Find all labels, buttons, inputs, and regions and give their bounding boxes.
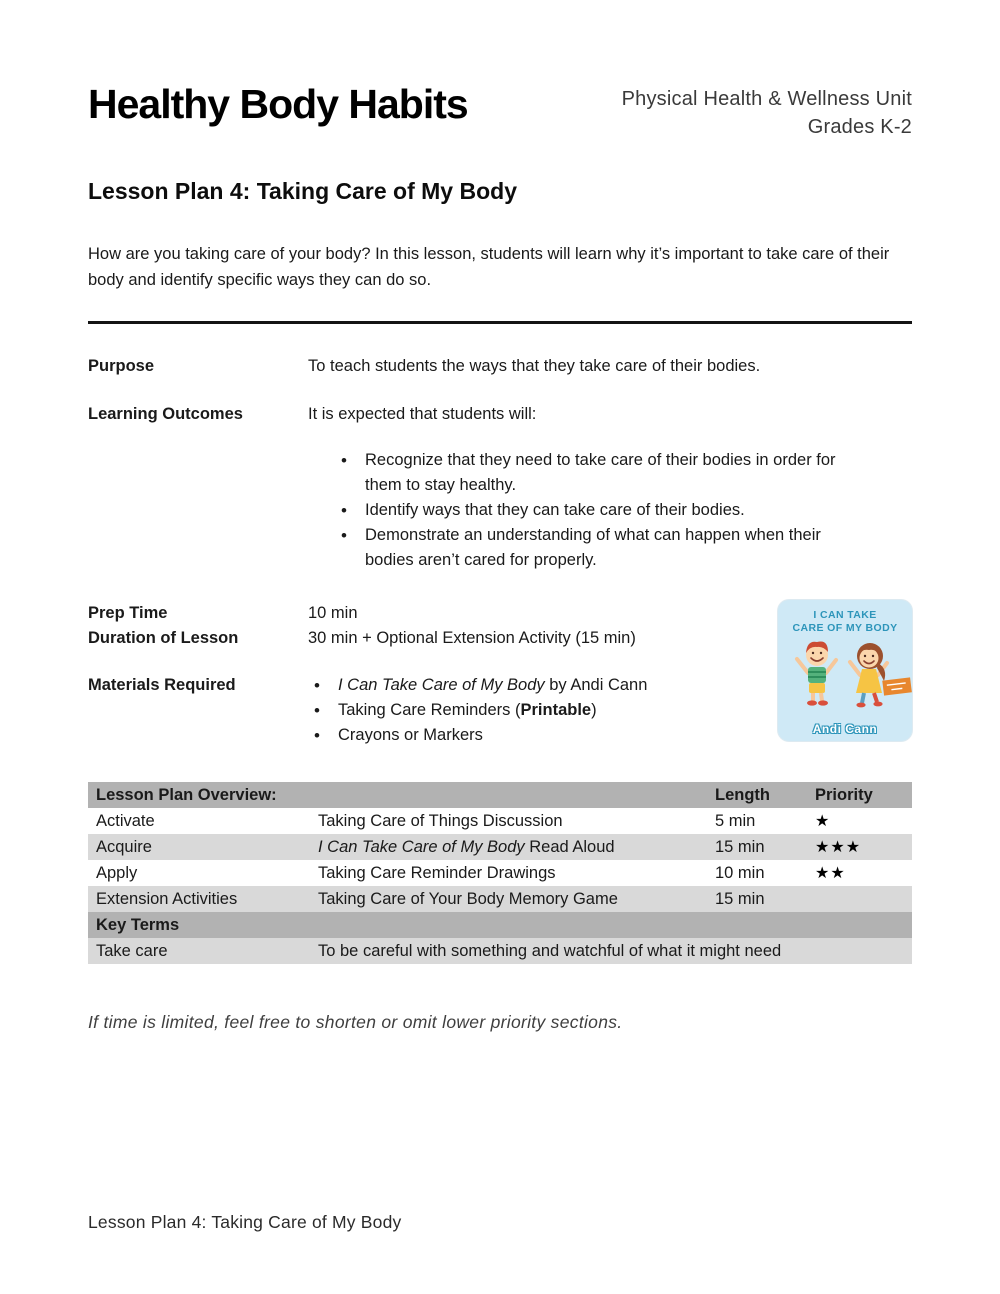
lesson-intro: How are you taking care of your body? In this lesson, students will learn why it’s important to take care of their body and identify specific ways they can do so. (88, 245, 890, 289)
key-terms-label: Key Terms (96, 915, 180, 934)
printable-emphasis: Printable (520, 701, 592, 719)
series-badge (882, 677, 912, 695)
materials-label: Materials Required (88, 676, 236, 694)
boy-figure (797, 641, 836, 705)
phase-cell: Apply (96, 863, 138, 882)
length-cell: 15 min (715, 837, 765, 856)
book-cover-title (778, 609, 912, 635)
phase-cell: Acquire (96, 837, 152, 856)
outcomes-row (88, 402, 912, 573)
book-cover-title-line1: I CAN TAKE (813, 609, 877, 621)
key-term-cell: Take care (96, 941, 168, 960)
material-item (308, 698, 647, 723)
prep-time-label: Prep Time (88, 604, 168, 622)
materials-list (308, 673, 647, 748)
lesson-heading: Lesson Plan 4: Taking Care of My Body (88, 178, 517, 204)
outcomes-label: Learning Outcomes (88, 405, 243, 423)
book-title-text: I Can Take Care of My Body (318, 837, 525, 856)
activity-text: Read Aloud (524, 837, 615, 856)
section-divider (88, 321, 912, 324)
unit-info (622, 85, 912, 141)
priority-note: If time is limited, feel free to shorten or omit lower priority sections. (88, 1012, 623, 1032)
page-footer: Lesson Plan 4: Taking Care of My Body (88, 1212, 402, 1232)
material-text: Taking Care Reminders ( (338, 701, 521, 719)
outcomes-content (308, 402, 853, 573)
girl-figure (850, 643, 887, 707)
purpose-label: Purpose (88, 357, 155, 375)
phase-cell: Extension Activities (96, 889, 238, 908)
activity-cell: Taking Care Reminder Drawings (318, 863, 556, 882)
duration-value: 30 min + Optional Extension Activity (15 min) (308, 629, 636, 647)
overview-header-row (88, 782, 912, 808)
unit-name: Physical Health & Wellness Unit (621, 88, 912, 110)
length-cell: 5 min (715, 811, 756, 830)
priority-column-header: Priority (815, 785, 873, 804)
activity-cell: Taking Care of Your Body Memory Game (318, 889, 618, 908)
lesson-plan-overview-table (88, 782, 912, 964)
overview-header-label: Lesson Plan Overview: (96, 785, 277, 804)
duration-label: Duration of Lesson (88, 629, 239, 647)
page-header (0, 0, 1000, 141)
outcomes-intro: It is expected that students will: (308, 405, 537, 423)
phase-cell: Activate (96, 811, 155, 830)
outcome-item: • Identify ways that they can take care of their bodies. (335, 498, 853, 523)
outcomes-list (308, 448, 853, 573)
priority-stars (807, 886, 912, 912)
materials-content (308, 673, 647, 748)
key-term-row (88, 938, 912, 964)
book-cover-title-line2: CARE OF MY BODY (792, 622, 898, 634)
grade-range: Grades K-2 (807, 116, 912, 138)
priority-stars: ★★ (815, 865, 846, 882)
priority-stars: ★★★ (815, 839, 862, 856)
key-term-definition-cell: To be careful with something and watchful of what it might need (318, 941, 782, 960)
activity-cell (310, 834, 707, 860)
outcome-item: • Recognize that they need to take care of their bodies in order for them to stay healthy. (335, 448, 853, 498)
purpose-row (88, 354, 912, 379)
prep-time-value: 10 min (308, 604, 358, 622)
length-column-header: Length (715, 785, 770, 804)
document-title: Healthy Body Habits (88, 81, 468, 127)
purpose-text: To teach students the ways that they take care of their bodies. (308, 357, 761, 375)
activity-cell: Taking Care of Things Discussion (318, 811, 563, 830)
material-text: ) (591, 701, 597, 719)
key-terms-header-row (88, 912, 912, 938)
length-cell: 15 min (715, 889, 765, 908)
book-cover-author: Andi Cann (812, 722, 878, 736)
table-row-activate (88, 808, 912, 834)
table-row-apply (88, 860, 912, 886)
priority-stars: ★ (815, 813, 831, 830)
table-row-extension (88, 886, 912, 912)
book-cover-kids-illustration (778, 635, 912, 727)
book-title-text: I Can Take Care of My Body (338, 676, 545, 694)
length-cell: 10 min (715, 863, 765, 882)
book-author-text: by Andi Cann (544, 676, 648, 694)
book-cover-image (778, 600, 912, 741)
table-row-acquire (88, 834, 912, 860)
outcome-item: • Demonstrate an understanding of what can happen when their bodies aren’t cared for properly. (335, 523, 853, 573)
material-item: • Crayons or Markers (308, 723, 647, 748)
material-item (308, 673, 647, 698)
